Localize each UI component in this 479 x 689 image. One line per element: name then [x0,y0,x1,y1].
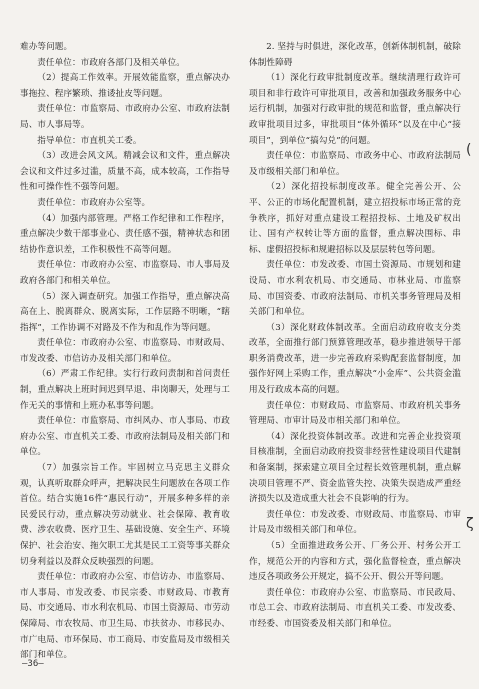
margin-mark: ( [466,142,472,158]
paragraph: （4）深化投资体制改革。改进和完善企业投资项目核准制，全面启动政府投资非经营性建设项目代建制和备案制，探索建立项目全过程长效管理机制，重点解决项目管理不严、资金监管失控、决策失误造成严重经济损失以及造成重大社会不良影响的行为。 [249,431,461,505]
paragraph: 责任单位：市政府办公室、市监察局、市财政局、市发改委、市信访办及相关部门和单位。 [20,338,230,364]
paragraph: 责任单位：市监察局、市政务中心、市政府法制局及市级相关部门和单位。 [249,151,461,177]
paragraph: 责任单位：市财政局、市监察局、市政府机关事务管理局、市审计局及市相关部门和单位。 [249,400,461,427]
right-column [249,40,461,633]
paragraph: 责任单位：市政府办公室等。 [37,197,151,208]
paragraph: （2）提高工作效率。开展效能监察，重点解决办事拖拉、程序繁琐、推诿扯皮等问题。 [20,73,230,99]
paragraph: 责任单位：市发改委、市国土资源局、市规划和建设局、市水利农机局、市交通局、市林业局、市监察局、市国资委、市政府法制局、市机关事务管理局及相关部门和单位。 [249,260,461,318]
section-heading: 2. 坚持与时俱进，深化改革，创新体制机制，破除体制性障碍 [249,42,461,68]
paragraph: （1）深化行政审批制度改革。继续清理行政许可项目和非行政许可审批项目，改善和加强政务服务中心运行机制，加强对行政审批的规范和监督，重点解决行政审批项目过多，审批项目“体外循环”以及在中心“接项目”，到单位“搞勾兑”的问题。 [249,73,461,146]
paragraph: 责任单位：市政府办公室、市信访办、市监察局、市人事局、市发改委、市民宗委、市财政局、市教育局、市交通局、市水利农机局、市国土资源局、市劳动保障局、市农牧局、市卫生局、市扶贫办、市移民办、市广电局、市环保局、市工商局、市安监局及市级相关部门和单位。 [20,572,230,661]
paragraph: 指导单位：市直机关工委。 [37,135,142,146]
paragraph: （3）深化财政体制改革。全面启动政府收支分类改革，全面推行部门预算管理改革，稳步推进领导干部职务消费改革，进一步完善政府采购配套监督制度，加强作好网上采购工作，重点解决“小金库”、公共资金滥用及行政成本高的问题。 [249,322,461,396]
paragraph: 责任单位：市政府办公室、市监察局、市民政局、市总工会、市政府法制局、市直机关工委、市发改委、市经委、市国资委及相关部门和单位。 [249,587,461,629]
paragraph: （6）严肃工作纪律。实行行政问责制和首问责任制，重点解决上班时间迟到早退、串岗聊天，处理与工作无关的事情和上班办私事等问题。 [20,369,230,411]
paragraph: （2）深化招投标制度改革。健全完善公开、公平、公正的市场化配置机制，建立招投标市场正常的竞争秩序，抓好对重点建设工程招投标、土地及矿权出让、国有产权转让等方面的监督，重点解决围标、串标、虚假招投标和规避招标以及层层转包等问题。 [249,182,461,255]
margin-mark: ζ [466,516,474,532]
paragraph: 责任单位：市政府办公室、市监察局、市人事局及政府各部门和相关单位。 [20,260,230,286]
paragraph: 难办等问题。 [20,42,73,52]
paragraph: （4）加强内部管理。严格工作纪律和工作程序，重点解决少数干部事业心、责任感不强，精神状态和团结协作意识差，工作积极性不高等问题。 [20,213,230,255]
paragraph: 责任单位：市监察局、市政府办公室、市政府法制局、市人事局等。 [20,104,230,130]
paragraph: 责任单位：市监察局、市纠风办、市人事局、市政府办公室、市直机关工委、市政府法制局及相关部门和单位。 [20,416,230,458]
paragraph: （5）深入调查研究。加强工作指导，重点解决高高在上、脱离群众、脱离实际，工作层路不明晰，“瞎指挥”，工作协调不对路及不作为和乱作为等问题。 [20,291,230,333]
paragraph: （7）加强宗旨工作。牢固树立马克思主义群众观，认真听取群众呼声，把解决民生问题放在各项工作首位。结合实施16件“惠民行动”，开展多种多样的亲民爱民行动，重点解决劳动就业、社会保障、教育收费、涉农收费、医疗卫生、基础设施、安全生产、环境保护、社会治安、拖欠职工尤其是民工工资等事关群众切身利益以及群众反映强烈的问题。 [20,463,230,567]
page-number: —36— [22,659,44,669]
paragraph: 责任单位：市发改委、市财政局、市监察局、市审计局及市级相关部门和单位。 [249,509,461,536]
paragraph: （3）改进会风文风。精减会议和文件，重点解决会议和文件过多过滥，质量不高，成本较高，工作指导性和可操作性不强等问题。 [20,151,230,193]
paragraph: （5）全面推进政务公开、厂务公开、村务公开工作，规范公开的内容和方式，强化监督检查，重点解决违反各项政务公开规定，搞不公开、假公开等问题。 [249,541,461,583]
paragraph: 责任单位：市政府各部门及相关单位。 [37,57,185,68]
left-column [20,40,230,664]
